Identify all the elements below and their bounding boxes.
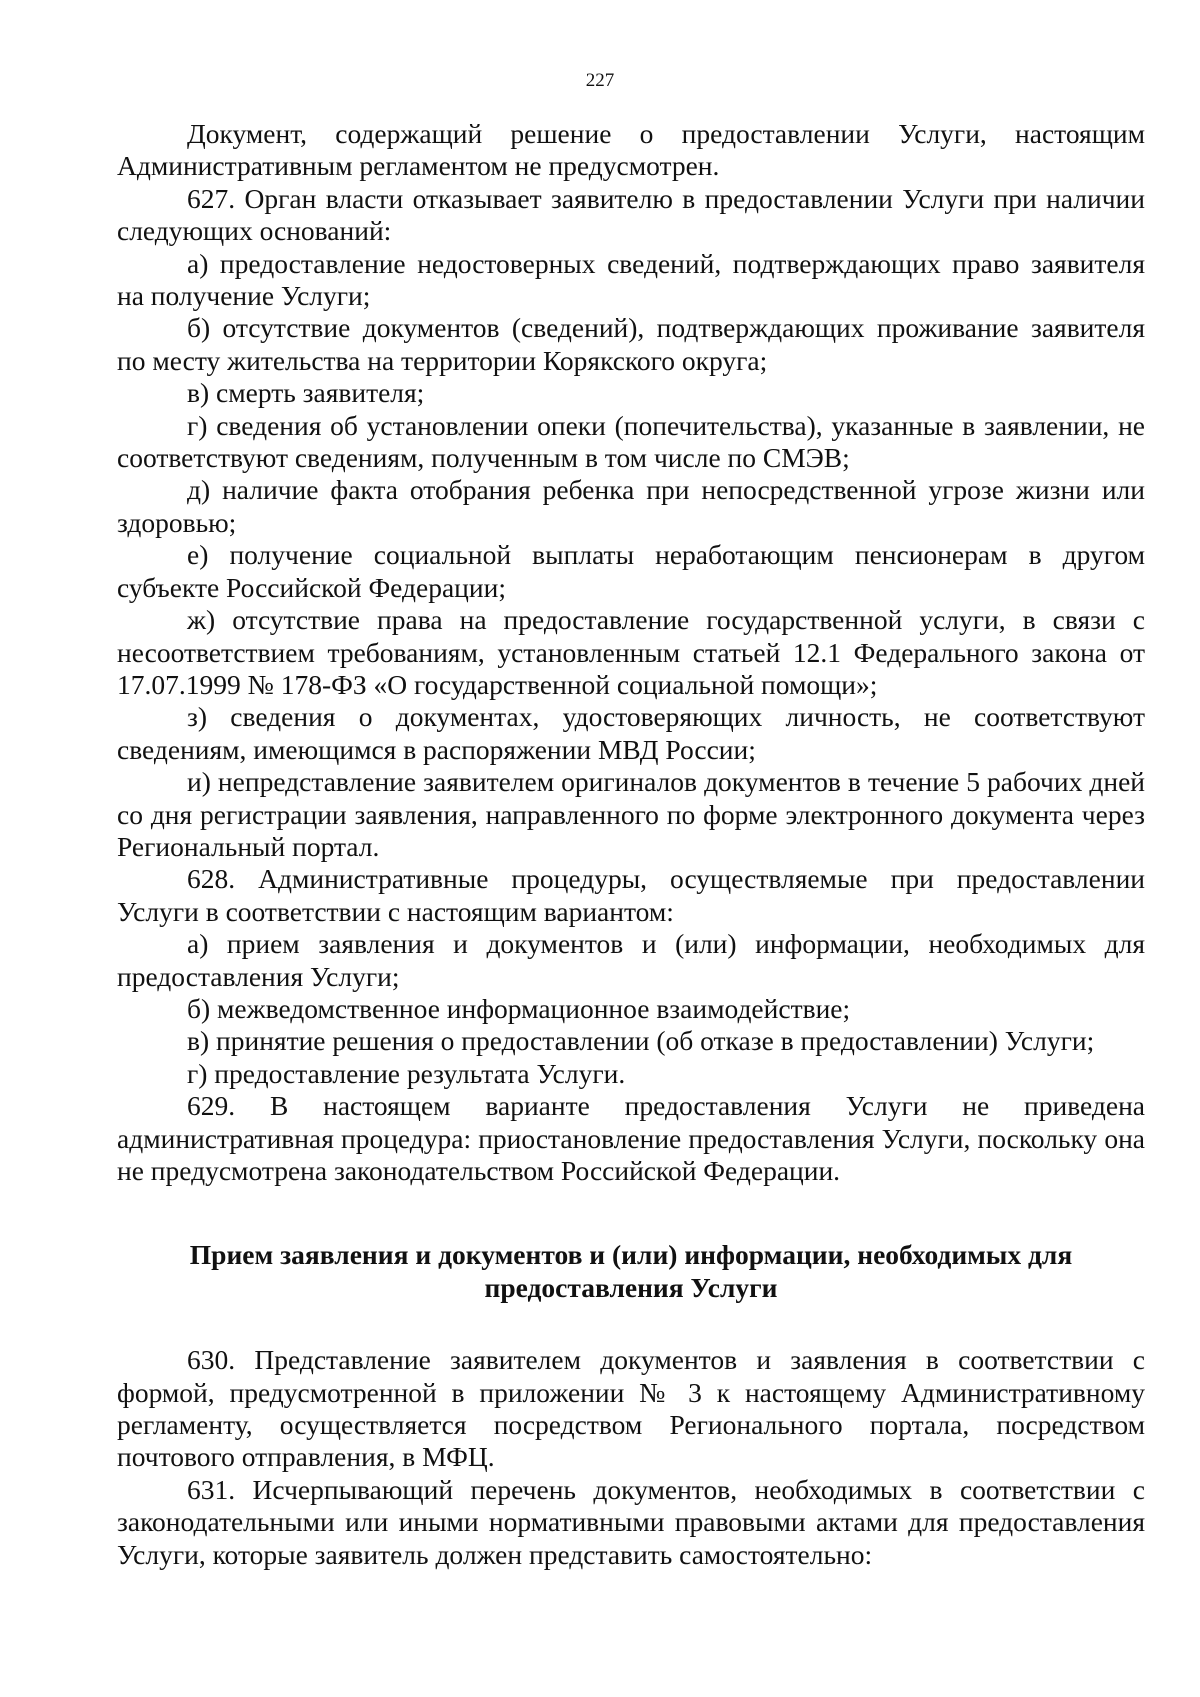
paragraph-631: 631. Исчерпывающий перечень документов, необходимых в соответствии с законодательными или иными нормативными правовыми актами для предоставления Услуги, которые заявитель должен представить самостоятельно: <box>117 1473 1145 1570</box>
list-item-g: г) сведения об установлении опеки (попечительства), указанные в заявлении, не соответствуют сведениям, полученным в том числе по СМЭВ; <box>117 409 1145 474</box>
paragraph: Документ, содержащий решение о предоставлении Услуги, настоящим Административным регламентом не предусмотрен. <box>117 118 1145 182</box>
procedure-item-a: а) прием заявления и документов и (или) информации, необходимых для предоставления Услуги; <box>117 928 1145 992</box>
paragraph-629: 629. В настоящем варианте предоставления Услуги не приведена административная процедура: приостановление предоставления Услуги, поскольку она не предусмотрена законодательством Российской Федерации. <box>117 1090 1145 1186</box>
paragraph-627: 627. Орган власти отказывает заявителю в предоставлении Услуги при наличии следующих оснований: <box>117 182 1145 247</box>
list-item-e: е) получение социальной выплаты неработающим пенсионерам в другом субъекте Российской Федерации; <box>117 539 1145 603</box>
procedure-item-g: г) предоставление результата Услуги. <box>187 1057 626 1089</box>
procedure-item-b: б) межведомственное информационное взаимодействие; <box>187 992 851 1024</box>
section-heading: Прием заявления и документов и (или) информации, необходимых для предоставления Услуги <box>189 1239 1073 1303</box>
page-number: 227 <box>585 70 615 91</box>
paragraph-628: 628. Административные процедуры, осуществляемые при предоставлении Услуги в соответствии с настоящим вариантом: <box>117 863 1145 927</box>
list-item-d: д) наличие факта отобрания ребенка при непосредственной угрозе жизни или здоровью; <box>117 474 1145 538</box>
list-item-v: в) смерть заявителя; <box>187 377 425 409</box>
list-item-a: а) предоставление недостоверных сведений, подтверждающих право заявителя на получение Услуги; <box>117 247 1145 312</box>
list-item-i: и) непредставление заявителем оригиналов документов в течение 5 рабочих дней со дня регистрации заявления, направленного по форме электронного документа через Региональный портал. <box>117 766 1145 862</box>
document-body <box>117 118 1145 1571</box>
list-item-b: б) отсутствие документов (сведений), подтверждающих проживание заявителя по месту жительства на территории Корякского округа; <box>117 312 1145 376</box>
list-item-zh: ж) отсутствие права на предоставление государственной услуги, в связи с несоответствием требованиям, установленным статьей 12.1 Федерального закона от 17.07.1999 № 178-ФЗ «О государственной социальной помощи»; <box>117 604 1145 700</box>
procedure-item-v: в) принятие решения о предоставлении (об отказе в предоставлении) Услуги; <box>187 1025 1095 1057</box>
paragraph-630: 630. Представление заявителем документов и заявления в соответствии с формой, предусмотренной в приложении № 3 к настоящему Административному регламенту, осуществляется посредством Регионального портала, посредством почтового отправления, в МФЦ. <box>117 1344 1145 1473</box>
list-item-z: з) сведения о документах, удостоверяющих личность, не соответствуют сведениям, имеющимся в распоряжении МВД России; <box>117 701 1145 765</box>
